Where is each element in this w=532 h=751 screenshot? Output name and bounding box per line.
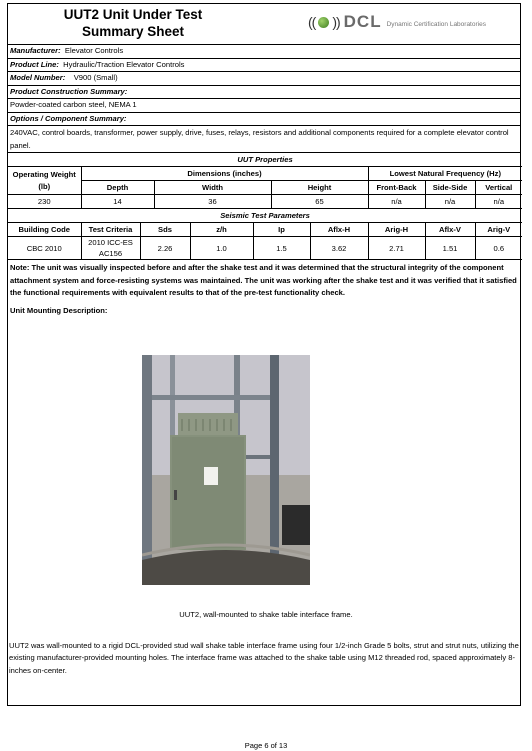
side-side-value: n/a bbox=[425, 195, 475, 209]
manufacturer-value: Elevator Controls bbox=[64, 46, 124, 55]
vertical-header: Vertical bbox=[475, 181, 522, 195]
zh-value: 1.0 bbox=[190, 237, 253, 260]
depth-header: Depth bbox=[81, 181, 154, 195]
arig-v-value: 0.6 bbox=[475, 237, 522, 260]
product-line-label: Product Line: bbox=[10, 59, 59, 69]
uut-properties-title: UUT Properties bbox=[8, 153, 522, 167]
options-value: 240VAC, control boards, transformer, power supply, drive, fuses, relays, resistors and additional components required for a complete elevator control panel. bbox=[10, 128, 509, 150]
cabinet-photo-illustration bbox=[142, 355, 310, 585]
height-value: 65 bbox=[271, 195, 368, 209]
depth-value: 14 bbox=[81, 195, 154, 209]
front-back-value: n/a bbox=[368, 195, 425, 209]
model-row bbox=[8, 72, 520, 86]
width-value: 36 bbox=[154, 195, 271, 209]
vertical-value: n/a bbox=[475, 195, 522, 209]
sds-header: Sds bbox=[140, 223, 190, 237]
construction-label-row bbox=[8, 86, 520, 100]
page-title: UUT2 Unit Under Test Summary Sheet bbox=[63, 7, 203, 39]
model-value: V900 (Small) bbox=[73, 73, 118, 82]
manufacturer-label: Manufacturer: bbox=[10, 46, 61, 55]
front-back-header: Front-Back bbox=[368, 181, 425, 195]
width-header: Width bbox=[154, 181, 271, 195]
height-header: Height bbox=[271, 181, 368, 195]
product-line-value: Hydraulic/Traction Elevator Controls bbox=[63, 59, 185, 69]
header bbox=[8, 4, 520, 45]
arig-h-header: Arig-H bbox=[368, 223, 425, 237]
aflx-h-value: 3.62 bbox=[310, 237, 368, 260]
weight-value: 230 bbox=[8, 195, 81, 209]
ip-header: Ip bbox=[253, 223, 310, 237]
options-value-row bbox=[8, 126, 520, 153]
mounting-heading: Unit Mounting Description: bbox=[10, 305, 108, 315]
logo-wave-left: (( bbox=[308, 14, 316, 30]
options-label-row bbox=[8, 113, 520, 127]
uut-photo bbox=[142, 355, 310, 585]
construction-label: Product Construction Summary: bbox=[10, 86, 128, 96]
aflx-h-header: Aflx-H bbox=[310, 223, 368, 237]
product-line-row bbox=[8, 59, 520, 73]
construction-value: Powder-coated carbon steel, NEMA 1 bbox=[10, 100, 137, 109]
side-side-header: Side-Side bbox=[425, 181, 475, 195]
logo-dot-icon bbox=[318, 17, 329, 28]
uut-properties-table bbox=[8, 153, 522, 209]
photo-caption: UUT2, wall-mounted to shake table interface frame. bbox=[179, 610, 353, 619]
building-code-header: Building Code bbox=[8, 223, 81, 237]
page-number: Page 6 of 13 bbox=[244, 741, 288, 750]
aflx-v-header: Aflx-V bbox=[425, 223, 475, 237]
construction-value-row bbox=[8, 99, 520, 113]
building-code-value: CBC 2010 bbox=[8, 237, 81, 260]
test-criteria-header: Test Criteria bbox=[81, 223, 140, 237]
operating-weight-header: Operating Weight (lb) bbox=[8, 167, 81, 195]
options-label: Options / Component Summary: bbox=[10, 113, 127, 123]
seismic-parameters-table bbox=[8, 209, 522, 260]
logo-wave-right: )) bbox=[332, 14, 340, 30]
sds-value: 2.26 bbox=[140, 237, 190, 260]
manufacturer-row bbox=[8, 45, 520, 59]
logo-brand: DCL bbox=[343, 12, 382, 31]
logo-subtitle: Dynamic Certification Laboratories bbox=[386, 20, 486, 28]
test-criteria-value: 2010 ICC-ES AC156 bbox=[81, 237, 140, 260]
arig-h-value: 2.71 bbox=[368, 237, 425, 260]
dimensions-header: Dimensions (inches) bbox=[81, 167, 368, 181]
inspection-note: Note: The unit was visually inspected before and after the shake test and it was determined that the structural integrity of the component attachment system and force-resisting systems was maintained. The unit was working after the shake test and it was verified that it satisfied the functional requirements with equivalent results to that of the pre-test functionality check. bbox=[10, 263, 517, 297]
ip-value: 1.5 bbox=[253, 237, 310, 260]
zh-header: z/h bbox=[190, 223, 253, 237]
aflx-v-value: 1.51 bbox=[425, 237, 475, 260]
dcl-logo bbox=[308, 12, 486, 32]
model-label: Model Number: bbox=[10, 73, 66, 82]
mounting-description: UUT2 was wall-mounted to a rigid DCL-provided stud wall shake table interface frame using four 1/2-inch Grade 5 bolts, strut and strut nuts, utilizing the existing manufacturer-provided mounting holes. The interface frame was attached to the shake table using M12 threaded rod, spaced approximately 8-inches on-center. bbox=[9, 641, 519, 675]
frequency-header: Lowest Natural Frequency (Hz) bbox=[368, 167, 522, 181]
seismic-title: Seismic Test Parameters bbox=[8, 209, 522, 223]
arig-v-header: Arig-V bbox=[475, 223, 522, 237]
